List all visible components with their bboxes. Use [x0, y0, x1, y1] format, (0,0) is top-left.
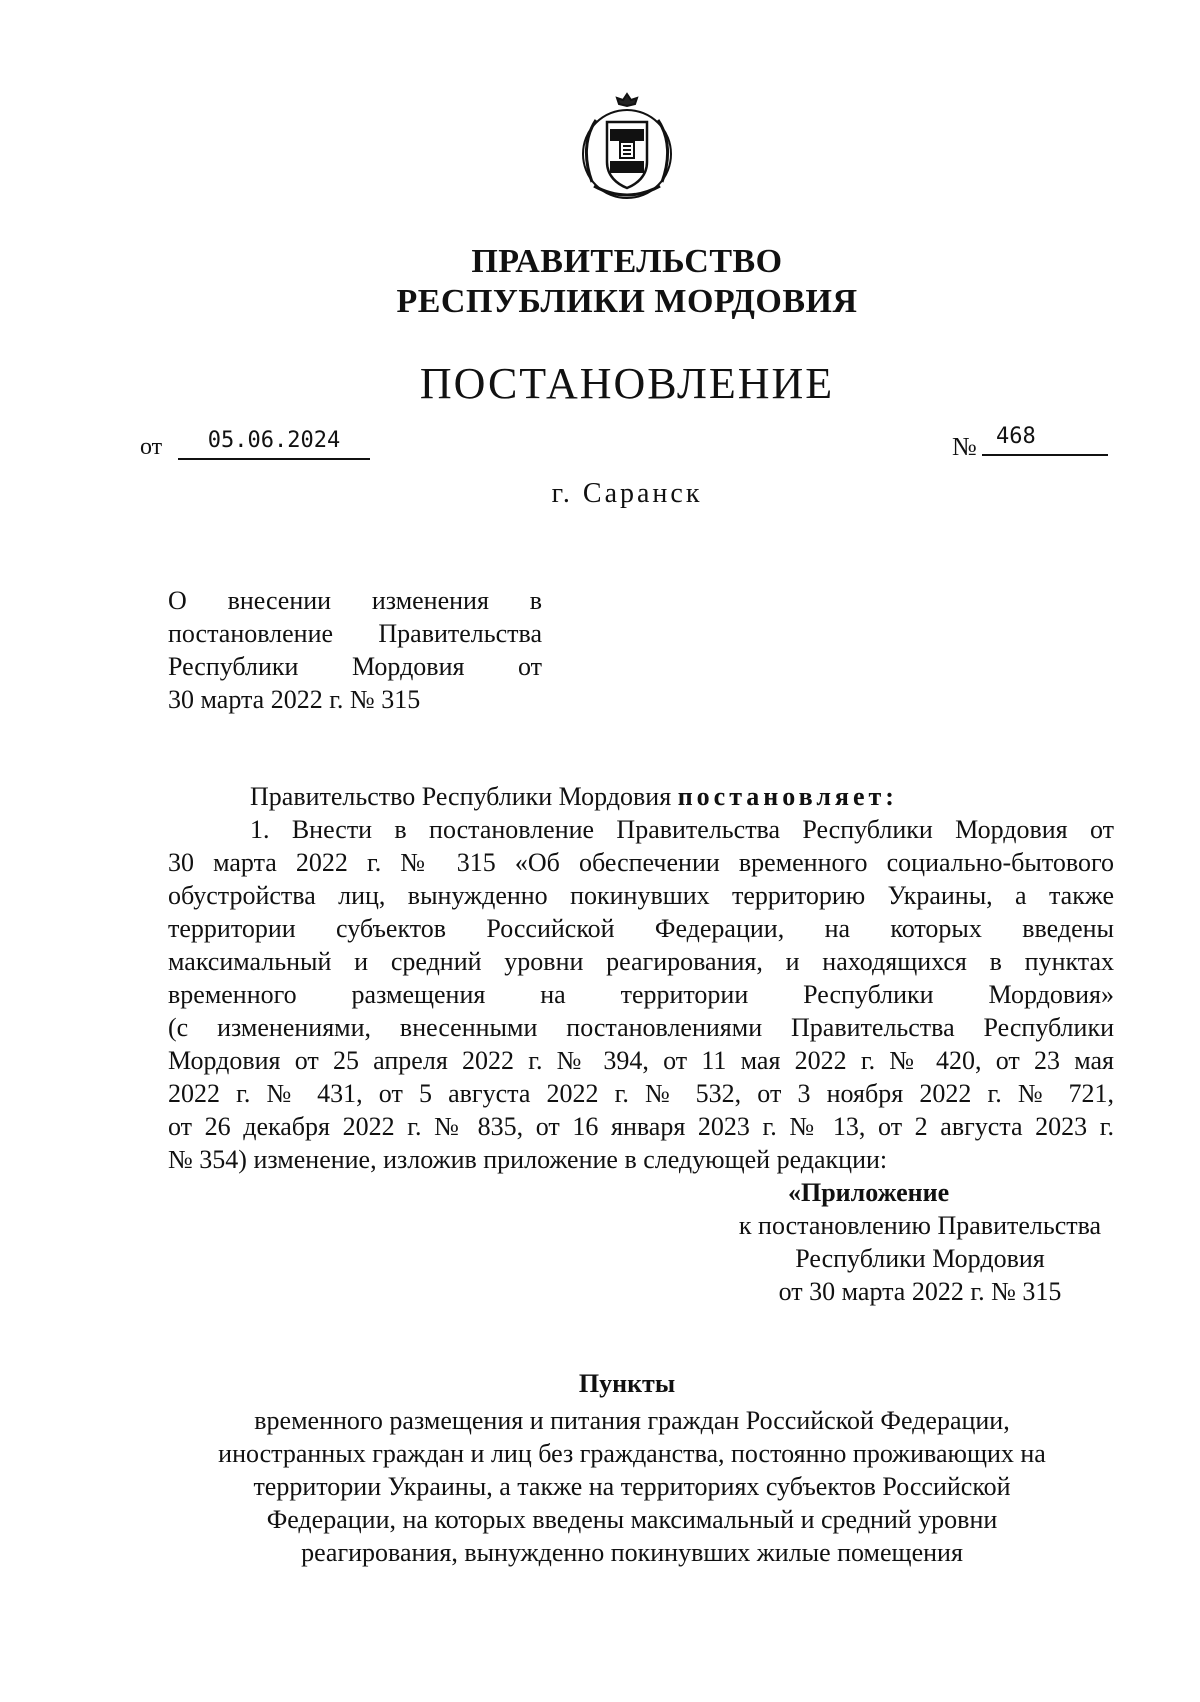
coat-of-arms-emblem: [574, 90, 680, 206]
subject-line: постановление Правительства: [168, 619, 542, 648]
body-paragraph: [168, 813, 1114, 1176]
city-name: г. Саранск: [551, 478, 703, 509]
points-description: [160, 1404, 1104, 1569]
document-date: 05.06.2024: [178, 428, 370, 460]
document-subject: [168, 584, 542, 716]
paragraph-line: (с изменениями, внесенными постановлениями Правительства Республики: [168, 1013, 1114, 1042]
paragraph-line: территории субъектов Российской Федерации, на которых введены: [168, 914, 1114, 943]
subject-line: Республики Мордовия от: [168, 652, 542, 681]
paragraph-line: от 26 декабря 2022 г. № 835, от 16 января 2023 г. № 13, от 2 августа 2023 г.: [168, 1112, 1114, 1141]
appendix-line: к постановлению Правительства: [738, 1211, 1102, 1240]
intro-resolves: постановляет:: [677, 782, 898, 811]
paragraph-line: временного размещения на территории Республики Мордовия»: [168, 980, 1114, 1009]
appendix-title: «Приложение: [788, 1178, 950, 1207]
points-line: иностранных граждан и лиц без гражданства, постоянно проживающих на: [218, 1439, 1046, 1468]
date-from-label: от: [140, 434, 163, 460]
paragraph-line: 1. Внести в постановление Правительства Республики Мордовия от: [250, 815, 1114, 844]
org-name-line1: ПРАВИТЕЛЬСТВО: [471, 243, 783, 280]
intro-text: Правительство Республики Мордовия: [250, 782, 672, 811]
points-line: реагирования, вынужденно покинувших жилые помещения: [301, 1538, 963, 1567]
document-type-title: ПОСТАНОВЛЕНИЕ: [419, 359, 835, 408]
subject-line: О внесении изменения в: [168, 586, 542, 615]
paragraph-line: 2022 г. № 431, от 5 августа 2022 г. № 532, от 3 ноября 2022 г. № 721,: [168, 1079, 1114, 1108]
subject-line: 30 марта 2022 г. № 315: [168, 685, 421, 714]
points-title: Пункты: [578, 1369, 676, 1398]
paragraph-line: максимальный и средний уровни реагирования, и находящихся в пунктах: [168, 947, 1114, 976]
paragraph-line: 30 марта 2022 г. № 315 «Об обеспечении временного социально-бытового: [168, 848, 1114, 877]
appendix-line: Республики Мордовия: [795, 1244, 1045, 1273]
document-number-field: [982, 424, 1108, 456]
paragraph-line: Мордовия от 25 апреля 2022 г. № 394, от 11 мая 2022 г. № 420, от 23 мая: [168, 1046, 1114, 1075]
document-number: 468: [996, 424, 1036, 449]
appendix-line: от 30 марта 2022 г. № 315: [778, 1277, 1062, 1306]
org-name-line2: РЕСПУБЛИКИ МОРДОВИЯ: [396, 283, 858, 320]
points-line: территории Украины, а также на территориях субъектов Российской: [253, 1472, 1011, 1501]
points-line: Федерации, на которых введены максимальный и средний уровни: [266, 1505, 998, 1534]
paragraph-line: № 354) изменение, изложив приложение в следующей редакции:: [168, 1145, 888, 1174]
document-number-label: №: [952, 432, 977, 461]
paragraph-line: обустройства лиц, вынужденно покинувших территорию Украины, а также: [168, 881, 1114, 910]
points-line: временного размещения и питания граждан Российской Федерации,: [254, 1406, 1010, 1435]
body-intro: [168, 780, 1114, 813]
